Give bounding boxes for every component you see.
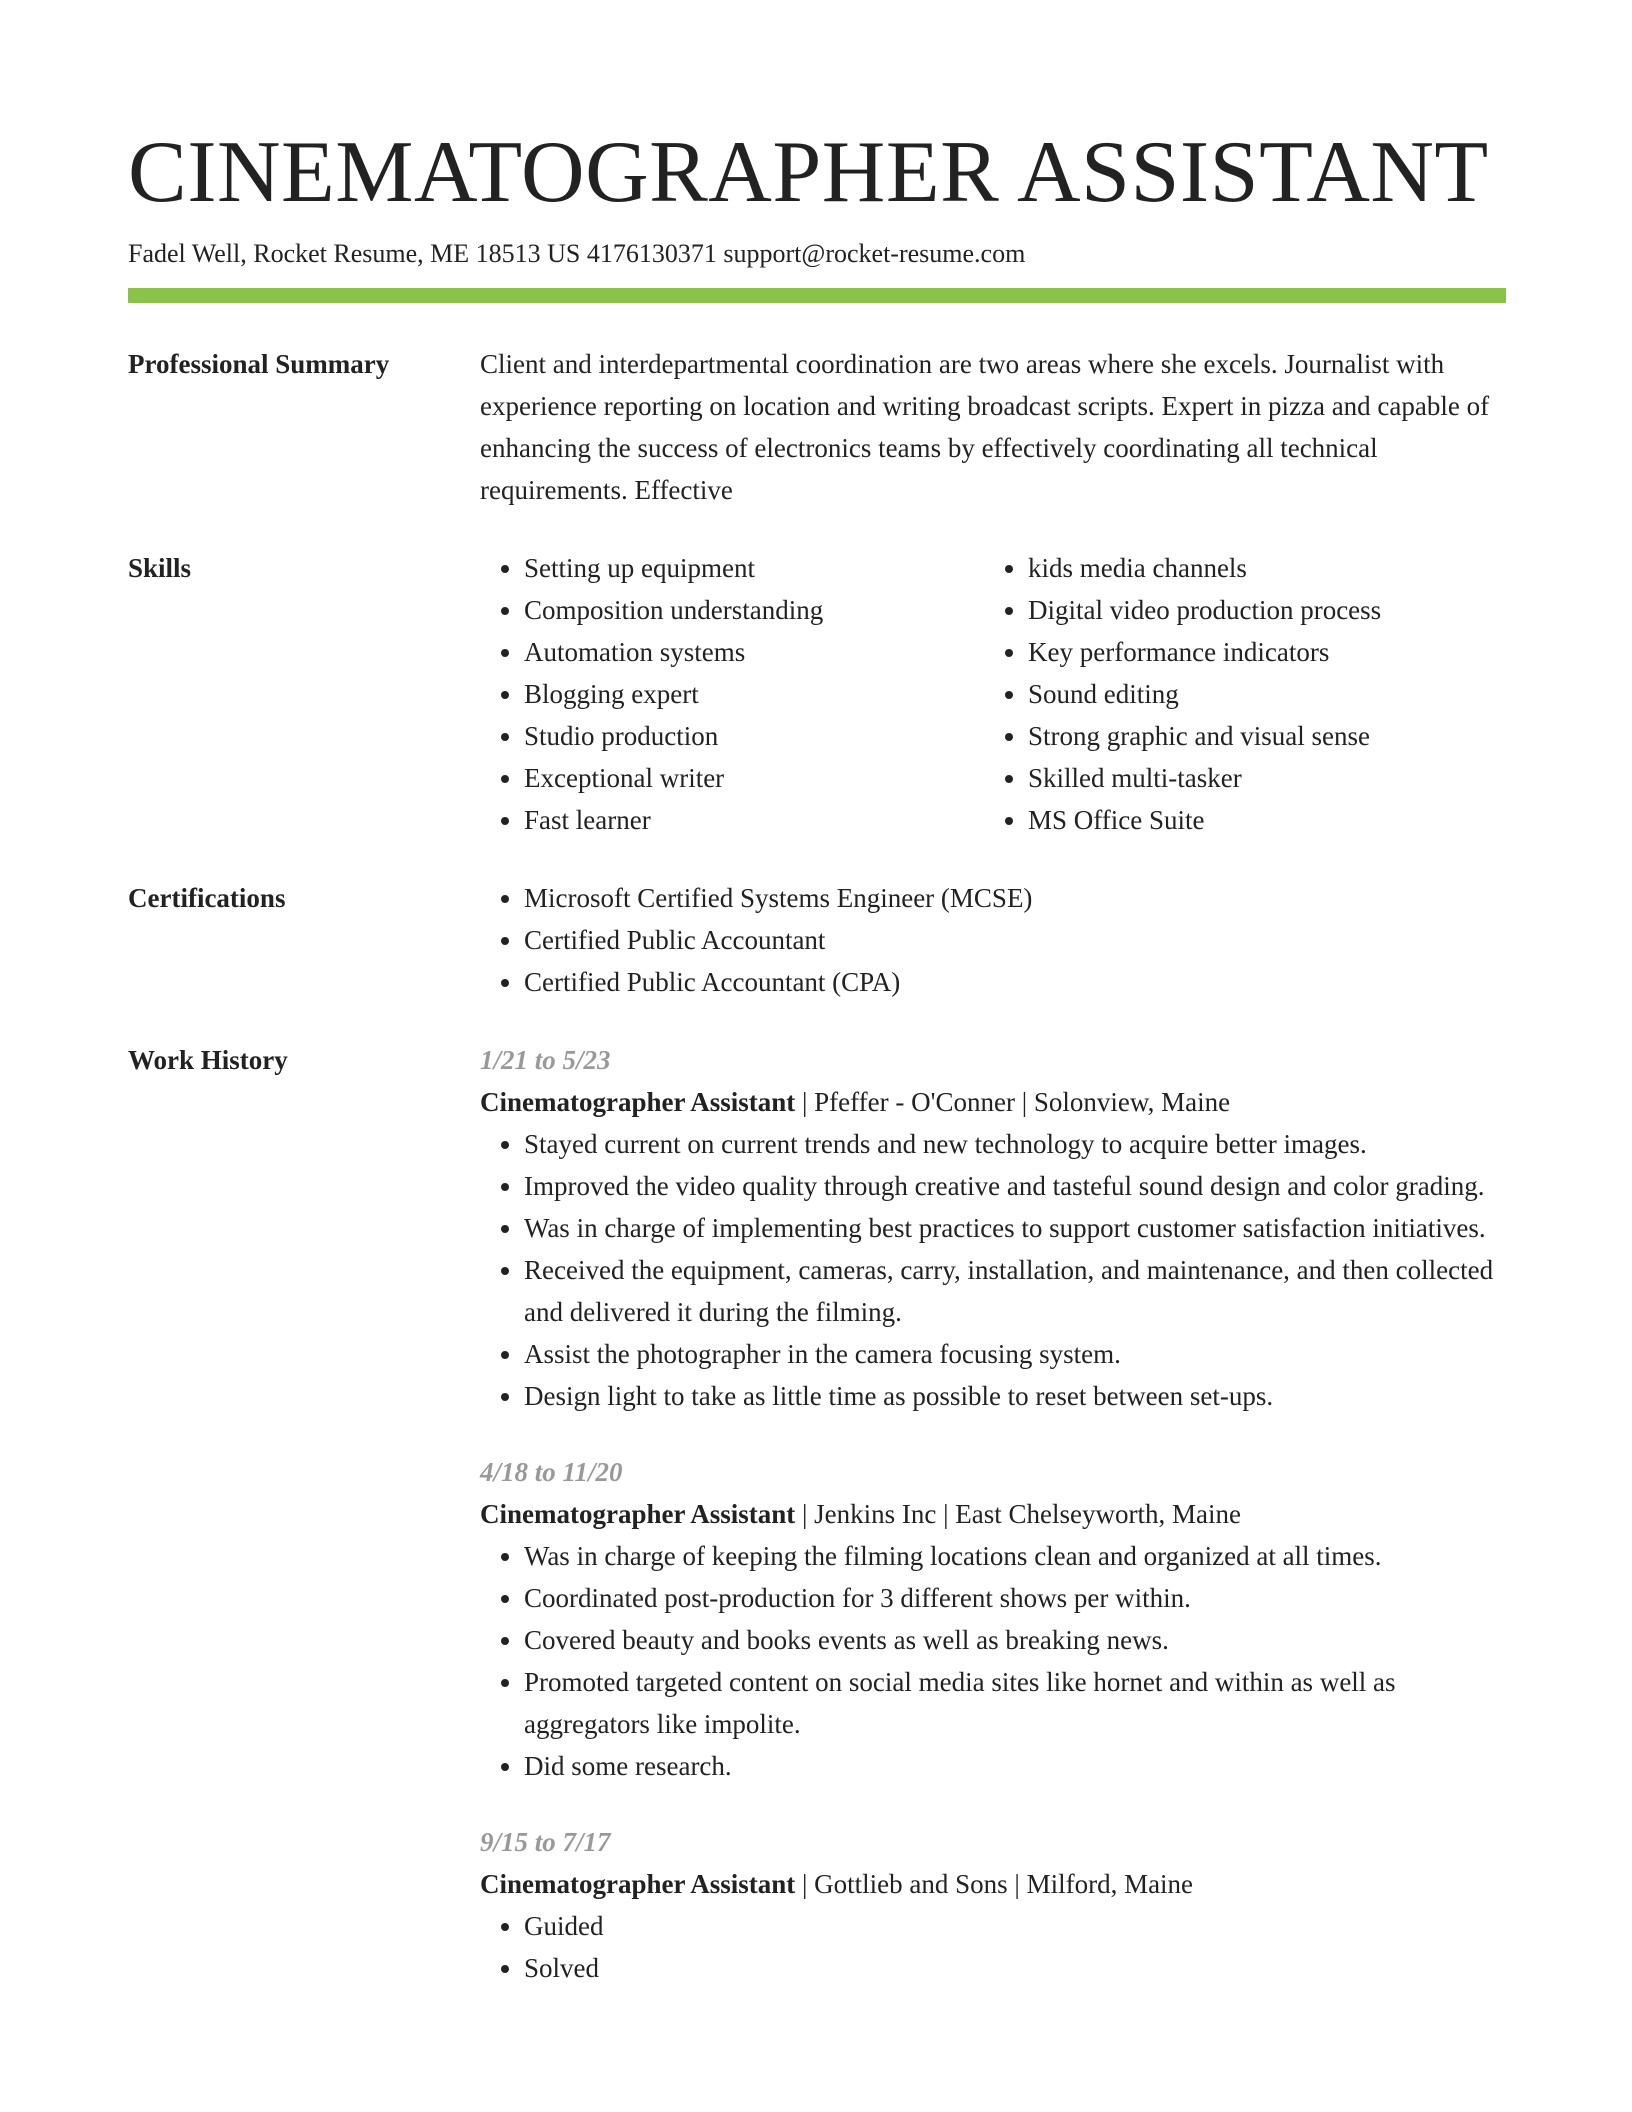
job-dates: 1/21 to 5/23	[480, 1045, 611, 1075]
certifications-section	[128, 877, 1506, 1003]
skill-item: • Digital video production process	[1028, 589, 1488, 631]
job-bullet: • Design light to take as little time as possible to reset between set-ups.	[524, 1375, 1506, 1417]
skills-column-right	[984, 547, 1488, 841]
job-bullet: • Did some research.	[524, 1745, 1506, 1787]
certification-item: • Certified Public Accountant	[524, 919, 1506, 961]
skill-item: • Blogging expert	[524, 673, 984, 715]
work-history-body	[480, 1039, 1506, 2023]
skills-section	[128, 547, 1506, 841]
job-bullet: • Covered beauty and books events as well as breaking news.	[524, 1619, 1506, 1661]
contact-line: Fadel Well, Rocket Resume, ME 18513 US 4176130371 support@rocket-resume.com	[128, 239, 1026, 268]
job-bullets	[480, 1905, 1506, 1989]
skills-list-left	[480, 547, 984, 841]
job-header	[480, 1081, 1506, 1123]
skills-label: Skills	[128, 553, 192, 583]
job-bullet: • Received the equipment, cameras, carry, installation, and maintenance, and then collected and delivered it during the filming.	[524, 1249, 1506, 1333]
summary-text: Client and interdepartmental coordination are two areas where she excels. Journalist with experience reporting on location and writing broadcast scripts. Expert in pizza and capable of enhancing the success of electronics teams by effectively coordinating all technical requirements. Effective	[480, 349, 1490, 505]
skill-item: • Composition understanding	[524, 589, 984, 631]
job-title: Cinematographer Assistant	[480, 1499, 796, 1529]
job-bullet: • Improved the video quality through creative and tasteful sound design and color grading.	[524, 1165, 1506, 1207]
job-bullets	[480, 1535, 1506, 1787]
skill-item: • Skilled multi-tasker	[1028, 757, 1488, 799]
skill-item: • MS Office Suite	[1028, 799, 1488, 841]
job-bullet: • Was in charge of implementing best practices to support customer satisfaction initiatives.	[524, 1207, 1506, 1249]
job-bullet: • Assist the photographer in the camera focusing system.	[524, 1333, 1506, 1375]
job-bullet: • Stayed current on current trends and new technology to acquire better images.	[524, 1123, 1506, 1165]
skill-item: • Studio production	[524, 715, 984, 757]
job-header	[480, 1493, 1506, 1535]
job-company-location: | Pfeffer - O'Conner | Solonview, Maine	[795, 1087, 1231, 1117]
summary-body	[480, 343, 1506, 511]
job-bullet: • Was in charge of keeping the filming locations clean and organized at all times.	[524, 1535, 1506, 1577]
job-entry	[480, 1821, 1506, 1989]
job-title: Cinematographer Assistant	[480, 1869, 796, 1899]
job-bullet: • Guided	[524, 1905, 1506, 1947]
job-bullet: • Solved	[524, 1947, 1506, 1989]
job-header	[480, 1863, 1506, 1905]
job-company-location: | Gottlieb and Sons | Milford, Maine	[795, 1869, 1194, 1899]
job-entry	[480, 1039, 1506, 1417]
skill-item: • Exceptional writer	[524, 757, 984, 799]
skill-item: • Sound editing	[1028, 673, 1488, 715]
accent-divider	[128, 288, 1506, 303]
skills-column-left	[480, 547, 984, 841]
job-bullets	[480, 1123, 1506, 1417]
job-bullet: • Coordinated post-production for 3 different shows per within.	[524, 1577, 1506, 1619]
summary-label: Professional Summary	[128, 349, 390, 379]
resume-page	[128, 118, 1506, 2023]
skill-item: • kids media channels	[1028, 547, 1488, 589]
skill-item: • Automation systems	[524, 631, 984, 673]
certifications-label: Certifications	[128, 883, 286, 913]
work-history-section	[128, 1039, 1506, 2023]
work-history-label: Work History	[128, 1045, 288, 1075]
skill-item: • Strong graphic and visual sense	[1028, 715, 1488, 757]
job-dates: 4/18 to 11/20	[480, 1457, 623, 1487]
summary-section	[128, 343, 1506, 511]
job-entry	[480, 1451, 1506, 1787]
job-title: Cinematographer Assistant	[480, 1087, 796, 1117]
certification-item: • Microsoft Certified Systems Engineer (MCSE)	[524, 877, 1506, 919]
skills-body	[480, 547, 1506, 841]
certifications-list	[480, 877, 1506, 1003]
skill-item: • Setting up equipment	[524, 547, 984, 589]
skill-item: • Fast learner	[524, 799, 984, 841]
skill-item: • Key performance indicators	[1028, 631, 1488, 673]
job-dates: 9/15 to 7/17	[480, 1827, 611, 1857]
job-company-location: | Jenkins Inc | East Chelseyworth, Maine	[795, 1499, 1241, 1529]
job-bullet: • Promoted targeted content on social media sites like hornet and within as well as aggregators like impolite.	[524, 1661, 1506, 1745]
skills-list-right	[984, 547, 1488, 841]
resume-title: CINEMATOGRAPHER ASSISTANT	[128, 124, 1489, 221]
certifications-body	[480, 877, 1506, 1003]
certification-item: • Certified Public Accountant (CPA)	[524, 961, 1506, 1003]
